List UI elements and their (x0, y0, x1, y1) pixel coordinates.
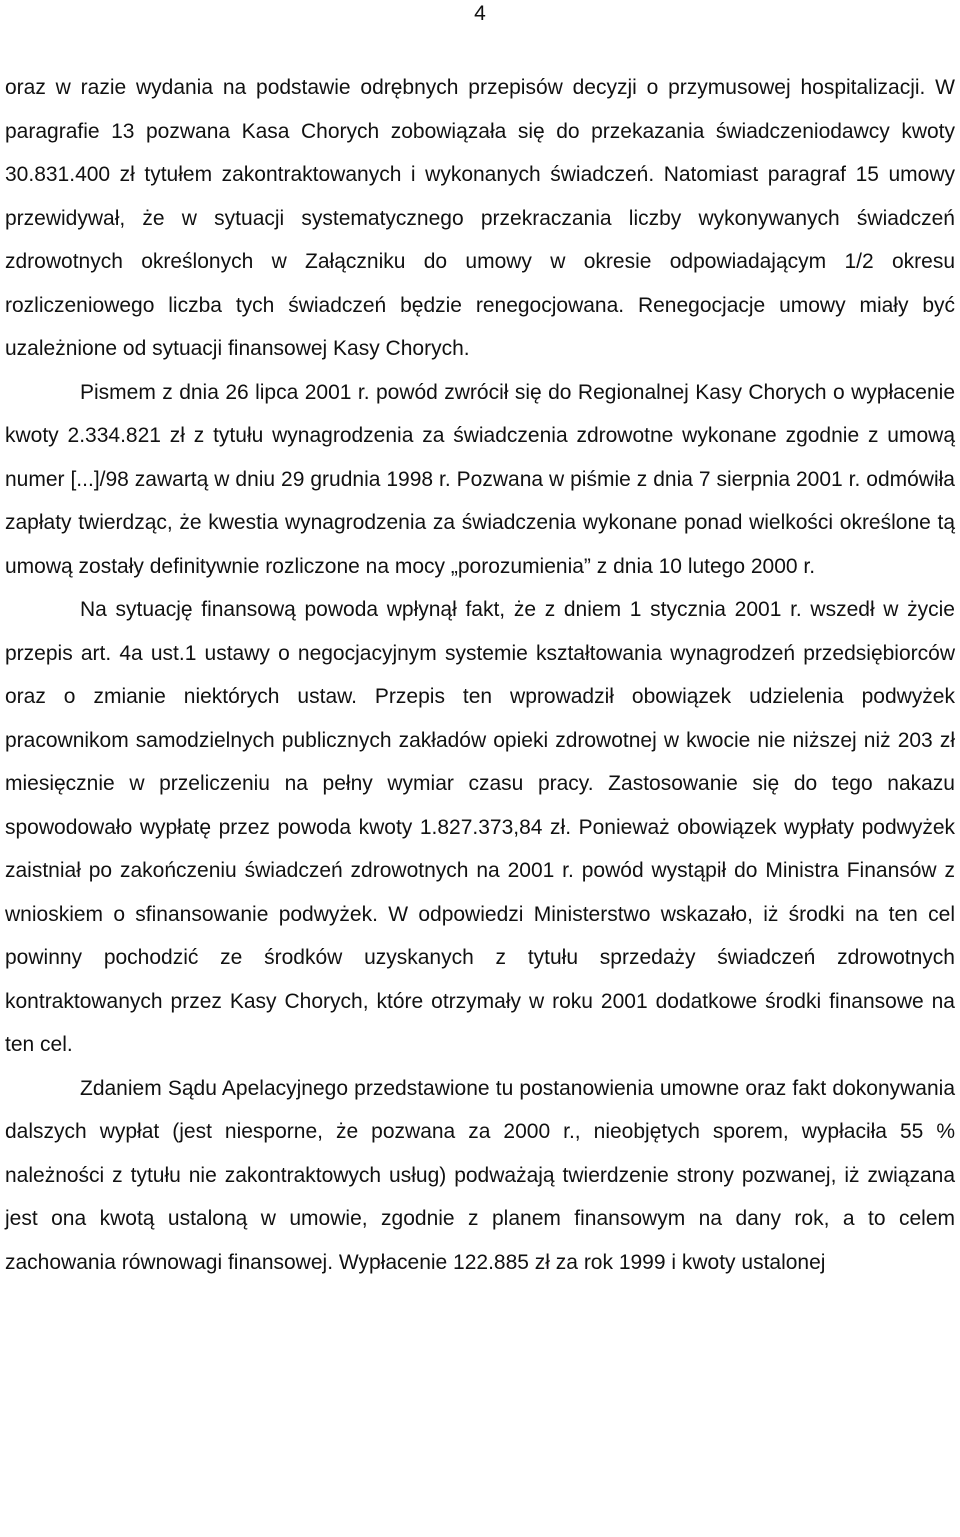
paragraph-contract-terms: oraz w razie wydania na podstawie odrębnych przepisów decyzji o przymusowej hospitalizacji. W paragrafie 13 pozwana Kasa Chorych zobowiązała się do przekazania świadczeniodawcy kwoty 30.831.400 zł tytułem zakontraktowanych i wykonanych świadczeń. Natomiast paragraf 15 umowy przewidywał, że w sytuacji systematycznego przekraczania liczby wykonywanych świadczeń zdrowotnych określonych w Załączniku do umowy w okresie odpowiadającym 1/2 okresu rozliczeniowego liczba tych świadczeń będzie renegocjowana. Renegocjacje umowy miały być uzależnione od sytuacji finansowej Kasy Chorych. (5, 76, 955, 360)
paragraph-salary-increase: Na sytuację finansową powoda wpłynął fakt, że z dniem 1 stycznia 2001 r. wszedł w życie przepis art. 4a ust.1 ustawy o negocjacyjnym systemie kształtowania wynagrodzeń przedsiębiorców oraz o zmianie niektórych ustaw. Przepis ten wprowadził obowiązek udzielenia podwyżek pracownikom samodzielnych publicznych zakładów opieki zdrowotnej w kwocie nie niższej niż 203 zł miesięcznie w przeliczeniu na pełny wymiar czasu pracy. Zastosowanie się do tego nakazu spowodowało wypłatę przez powoda kwoty 1.827.373,84 zł. Ponieważ obowiązek wypłaty podwyżek zaistniał po zakończeniu świadczeń zdrowotnych na 2001 r. powód wystąpił do Ministra Finansów z wnioskiem o sfinansowanie podwyżek. W odpowiedzi Ministerstwo wskazało, iż środki na ten cel powinny pochodzić ze środków uzyskanych z tytułu sprzedaży świadczeń zdrowotnych kontraktowanych przez Kasy Chorych, które otrzymały w roku 2001 dodatkowe środki finansowe na ten cel. (5, 598, 955, 1056)
document-body (5, 66, 955, 1284)
page-number: 4 (474, 2, 486, 25)
paragraph-payment-request: Pismem z dnia 26 lipca 2001 r. powód zwrócił się do Regionalnej Kasy Chorych o wypłacenie kwoty 2.334.821 zł z tytułu wynagrodzenia za świadczenia zdrowotne wykonane zgodnie z umową numer [...]/98 zawartą w dniu 29 grudnia 1998 r. Pozwana w piśmie z dnia 7 sierpnia 2001 r. odmówiła zapłaty twierdząc, że kwestia wynagrodzenia za świadczenia wykonane ponad wielkości określone tą umową zostały definitywnie rozliczone na mocy „porozumienia” z dnia 10 lutego 2000 r. (5, 380, 955, 578)
paragraph-court-opinion: Zdaniem Sądu Apelacyjnego przedstawione tu postanowienia umowne oraz fakt dokonywania dalszych wypłat (jest niesporne, że pozwana za 2000 r., nieobjętych sporem, wypłaciła 55 % należności z tytułu nie zakontraktowych usług) podważają twierdzenie strony pozwanej, iż związana jest ona kwotą ustaloną w umowie, zgodnie z planem finansowym na dany rok, a to celem zachowania równowagi finansowej. Wypłacenie 122.885 zł za rok 1999 i kwoty ustalonej (5, 1076, 955, 1274)
